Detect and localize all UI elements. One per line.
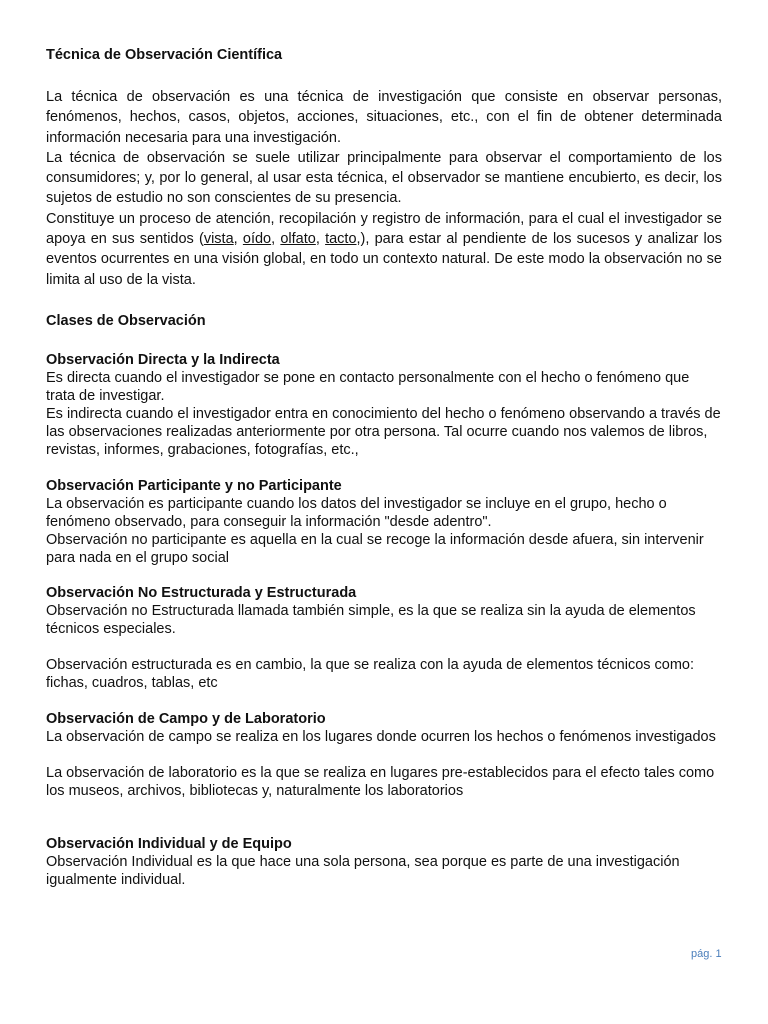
section-paragraph: La observación de campo se realiza en los lugares donde ocurren los hechos o fenómenos investigados — [46, 729, 716, 745]
intro-text-before-links: Constituye un proceso de atención, recopilación y registro de información, para el cual el investigador se apoya en sus sentidos ( — [46, 210, 722, 248]
section-paragraph: Observación Individual es la que hace una sola persona, sea porque es parte de una investigación igualmente individual. — [46, 854, 680, 888]
link-olfato[interactable]: olfato — [280, 231, 316, 248]
section-heading: Observación de Campo y de Laboratorio — [46, 711, 326, 727]
section-paragraph: La observación es participante cuando los datos del investigador se incluye en el grupo, hecho o fenómeno observado, para conseguir la información "desde adentro". — [46, 496, 667, 530]
section-participante — [46, 477, 722, 567]
paragraph-gap — [46, 746, 722, 764]
link-vista[interactable]: vista — [203, 231, 234, 248]
link-tacto[interactable]: tacto — [325, 231, 357, 248]
link-oido[interactable]: oído — [242, 231, 272, 248]
paragraph-gap — [46, 638, 722, 656]
intro-paragraph-1: La técnica de observación es una técnica de investigación que consiste en observar personas, fenómenos, hechos, casos, objetos, acciones, situaciones, etc., con el fin de obtener determinada información necesaria para una investigación. — [46, 89, 722, 146]
section-paragraph: Es indirecta cuando el investigador entra en conocimiento del hecho o fenómeno observando a través de las observaciones realizadas anteriormente por otra persona. Tal ocurre cuando nos valemos de libros, revistas, informes, grabaciones, fotografías, etc., — [46, 406, 721, 458]
section-paragraph: Observación no participante es aquella en la cual se recoge la información desde afuera, sin intervenir para nada en el grupo social — [46, 532, 704, 566]
clases-heading: Clases de Observación — [46, 313, 206, 329]
link-separator: , — [233, 231, 243, 248]
intro-section — [46, 87, 722, 290]
link-separator: , — [271, 231, 281, 248]
section-paragraph: Observación no Estructurada llamada también simple, es la que se realiza sin la ayuda de elementos técnicos especiales. — [46, 603, 696, 637]
section-heading: Observación No Estructurada y Estructurada — [46, 585, 357, 601]
section-paragraph: Observación estructurada es en cambio, la que se realiza con la ayuda de elementos técnicos como: fichas, cuadros, tablas, etc — [46, 657, 695, 691]
section-campo-laboratorio — [46, 710, 722, 800]
intro-paragraph-3 — [46, 209, 722, 290]
document-title: Técnica de Observación Científica — [46, 47, 283, 63]
link-separator: , — [315, 231, 326, 248]
page-number: pág. 1 — [691, 948, 722, 960]
section-individual-equipo — [46, 835, 722, 889]
section-heading: Observación Individual y de Equipo — [46, 836, 292, 852]
intro-paragraph-2: La técnica de observación se suele utilizar principalmente para observar el comportamiento de los consumidores; y, por lo general, al usar esta técnica, el observador se mantiene encubierto, es decir, los sujetos de estudio no son conscientes de su presencia. — [46, 149, 722, 207]
section-heading: Observación Participante y no Participante — [46, 478, 342, 494]
section-heading: Observación Directa y la Indirecta — [46, 352, 280, 368]
section-paragraph: La observación de laboratorio es la que se realiza en lugares pre-establecidos para el efecto tales como los museos, archivos, bibliotecas y, naturalmente los laboratorios — [46, 765, 715, 799]
section-paragraph: Es directa cuando el investigador se pone en contacto personalmente con el hecho o fenómeno que trata de investigar. — [46, 370, 690, 404]
section-directa-indirecta — [46, 351, 722, 459]
section-estructurada — [46, 584, 722, 692]
intro-text-after-links: ,), para estar al pendiente de los sucesos y analizar los eventos ocurrentes en una visión global, en todo un contexto natural. De este modo la observación no se limita al uso de la vista. — [46, 231, 723, 288]
